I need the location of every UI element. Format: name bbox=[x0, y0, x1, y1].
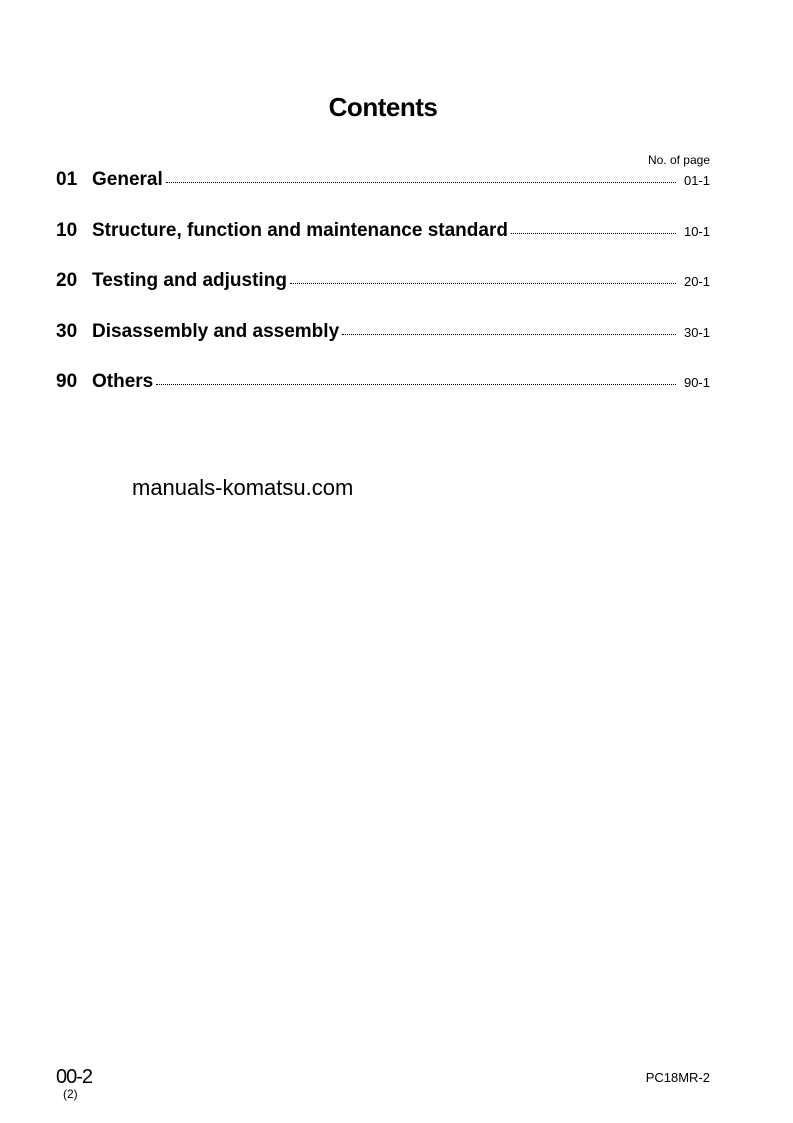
toc-title: General bbox=[92, 169, 163, 190]
toc-number: 20 bbox=[56, 270, 78, 292]
page-column-header: No. of page bbox=[647, 153, 710, 167]
toc-number: 90 bbox=[56, 371, 78, 393]
toc-leader-dots bbox=[290, 282, 676, 284]
page-title: Contents bbox=[328, 92, 438, 122]
toc-page: 30-1 bbox=[683, 324, 710, 340]
toc-row-others[interactable] bbox=[56, 367, 710, 418]
toc-page: 10-1 bbox=[683, 223, 710, 239]
toc-page: 20-1 bbox=[683, 274, 710, 290]
toc-page: 01-1 bbox=[683, 173, 710, 188]
toc-page: 90-1 bbox=[683, 375, 710, 391]
toc-title: Structure, function and maintenance standard bbox=[92, 219, 508, 241]
toc-row-disassembly[interactable] bbox=[56, 317, 710, 368]
toc-title: Disassembly and assembly bbox=[92, 320, 340, 342]
watermark-text: manuals-komatsu.com bbox=[132, 475, 354, 500]
toc-title: Others bbox=[92, 371, 154, 393]
toc-leader-dots bbox=[166, 181, 676, 183]
toc-list bbox=[56, 165, 710, 418]
footer-revision: (2) bbox=[63, 1087, 78, 1101]
toc-number: 30 bbox=[56, 320, 78, 342]
toc-row-general[interactable] bbox=[56, 165, 710, 216]
footer-page-number: 00-2 bbox=[56, 1066, 93, 1088]
toc-leader-dots bbox=[156, 383, 676, 385]
toc-row-testing[interactable] bbox=[56, 266, 710, 317]
toc-row-structure[interactable] bbox=[56, 216, 710, 267]
toc-title: Testing and adjusting bbox=[92, 270, 287, 292]
toc-leader-dots bbox=[511, 232, 676, 234]
toc-number: 01 bbox=[56, 169, 78, 190]
footer-model: PC18MR-2 bbox=[645, 1070, 710, 1085]
toc-leader-dots bbox=[342, 333, 676, 335]
toc-number: 10 bbox=[56, 219, 78, 241]
